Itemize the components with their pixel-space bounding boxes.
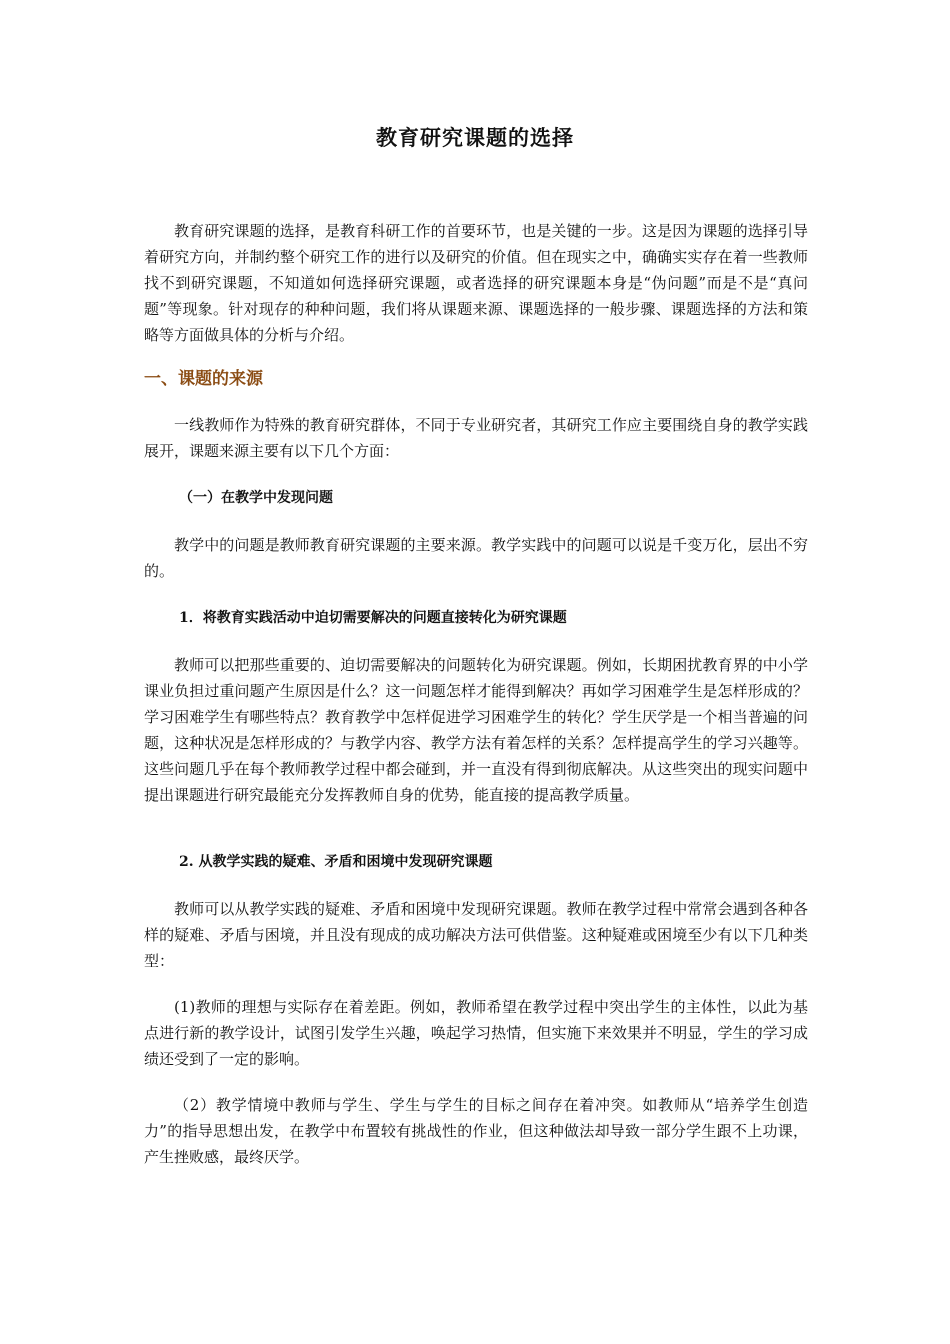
document-title: 教育研究课题的选择 bbox=[376, 125, 574, 150]
list-item-goal-conflict: （2）教学情境中教师与学生、学生与学生的目标之间存在着冲突。如教师从“培养学生创造力”的指导思想出发，在教学中布置较有挑战性的作业，但这种做法却导致一部分学生跟不上功课，产生挫败感，最终厌学。 bbox=[144, 1096, 808, 1166]
section-paragraph-sources: 一线教师作为特殊的教育研究群体，不同于专业研究者，其研究工作应主要围绕自身的教学实践展开，课题来源主要有以下几个方面： bbox=[144, 416, 808, 460]
section-heading-sources: 一、课题的来源 bbox=[144, 369, 263, 389]
list-item-ideal-vs-reality: (1)教师的理想与实际存在着差距。例如，教师希望在教学过程中突出学生的主体性，以此为基点进行新的教学设计，试图引发学生兴趣，唤起学习热情，但实施下来效果并不明显，学生的学习成绩还受到了一定的影响。 bbox=[144, 998, 808, 1068]
point-heading-urgent-problems: 1．将教育实践活动中迫切需要解决的问题直接转化为研究课题 bbox=[179, 610, 567, 626]
intro-paragraph: 教育研究课题的选择，是教育科研工作的首要环节，也是关键的一步。这是因为课题的选择引导着研究方向，并制约整个研究工作的进行以及研究的价值。但在现实之中，确确实实存在着一些教师找不到研究课题，不知道如何选择研究课题，或者选择的研究课题本身是“伪问题”而是不是“真问题”等现象。针对现存的种种问题，我们将从课题来源、课题选择的一般步骤、课题选择的方法和策略等方面做具体的分析与介绍。 bbox=[144, 222, 808, 344]
subsection-heading-teaching-problems: （一）在教学中发现问题 bbox=[179, 490, 333, 506]
point-heading-difficulties: 2. 从教学实践的疑难、矛盾和困境中发现研究课题 bbox=[179, 854, 493, 870]
subsection-paragraph-teaching-problems: 教学中的问题是教师教育研究课题的主要来源。教学实践中的问题可以说是千变万化，层出不穷的。 bbox=[144, 536, 808, 580]
point-paragraph-urgent-problems: 教师可以把那些重要的、迫切需要解决的问题转化为研究课题。例如，长期困扰教育界的中小学课业负担过重问题产生原因是什么？这一问题怎样才能得到解决？再如学习困难学生是怎样形成的？学习困难学生有哪些特点？教育教学中怎样促进学习困难学生的转化？学生厌学是一个相当普遍的问题，这种状况是怎样形成的？与教学内容、教学方法有着怎样的关系？怎样提高学生的学习兴趣等。这些问题几乎在每个教师教学过程中都会碰到，并一直没有得到彻底解决。从这些突出的现实问题中提出课题进行研究最能充分发挥教师自身的优势，能直接的提高教学质量。 bbox=[144, 656, 808, 804]
point-paragraph-difficulties: 教师可以从教学实践的疑难、矛盾和困境中发现研究课题。教师在教学过程中常常会遇到各种各样的疑难、矛盾与困境，并且没有现成的成功解决方法可供借鉴。这种疑难或困境至少有以下几种类型： bbox=[144, 900, 808, 970]
